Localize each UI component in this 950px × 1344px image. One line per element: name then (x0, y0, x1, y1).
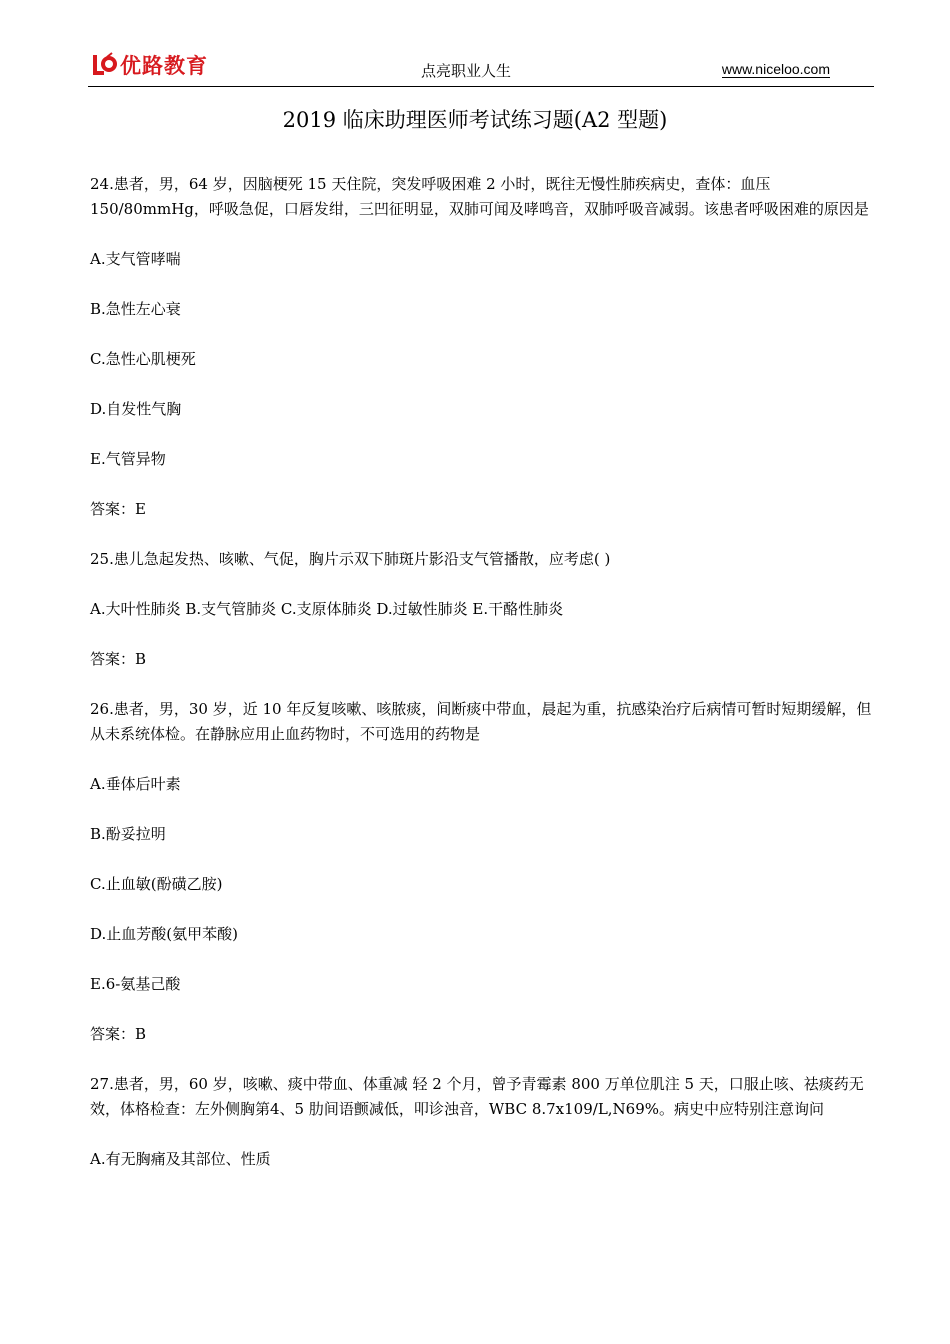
question-option: E.6-氨基己酸 (90, 975, 181, 993)
logo-text: 优路教育 (120, 54, 208, 78)
question-option: A.大叶性肺炎 B.支气管肺炎 C.支原体肺炎 D.过敏性肺炎 E.干酪性肺炎 (90, 600, 564, 618)
header-slogan: 点亮职业人生 (421, 62, 512, 80)
question-option: B.急性左心衰 (90, 300, 181, 318)
question-answer: 答案：B (90, 650, 147, 668)
question-answer: 答案：B (90, 1025, 147, 1043)
page-header (88, 44, 874, 88)
header-site-link[interactable]: www.niceloo.com (721, 61, 830, 77)
logo-mark-icon (90, 51, 118, 79)
question-option: A.支气管哮喘 (90, 250, 181, 268)
question-option: E.气管异物 (90, 450, 166, 468)
question-option: A.垂体后叶素 (90, 775, 181, 793)
question-stem: 26.患者，男，30 岁，近 10 年反复咳嗽、咳脓痰，间断痰中带血，晨起为重，抗感染治疗后病情可暂时短期缓解，但从未系统体检。在静脉应用止血药物时，不可选用的药物是 (90, 700, 872, 743)
question-stem: 27.患者，男，60 岁，咳嗽、痰中带血、体重减 轻 2 个月，曾予青霉素 800 万单位肌注 5 天，口服止咳、祛痰药无效，体格检查：左外侧胸第4、5 肋间语颤减低，叩诊浊音，WBC 8.7x109/L,N69%。病史中应特别注意询问 (90, 1075, 864, 1118)
question-answer: 答案：E (90, 500, 146, 518)
logo (90, 50, 208, 80)
question-option: B.酚妥拉明 (90, 825, 166, 843)
question-option: A.有无胸痛及其部位、性质 (90, 1150, 271, 1168)
question-option: C.止血敏(酚磺乙胺) (90, 875, 223, 893)
question-list (90, 172, 880, 1172)
question-stem: 24.患者，男，64 岁，因脑梗死 15 天住院，突发呼吸困难 2 小时，既往无慢性肺疾病史，查体：血压 150/80mmHg，呼吸急促，口唇发绀，三凹征明显，双肺可闻及哮鸣音，双肺呼吸音减弱。该患者呼吸困难的原因是 (90, 175, 869, 218)
question-option: D.自发性气胸 (90, 400, 182, 418)
question-option: C.急性心肌梗死 (90, 350, 196, 368)
question-option: D.止血芳酸(氨甲苯酸) (90, 925, 238, 943)
header-divider (88, 86, 874, 87)
question-stem: 25.患儿急起发热、咳嗽、气促，胸片示双下肺斑片影沿支气管播散，应考虑( ) (90, 550, 611, 568)
page-title: 2019 临床助理医师考试练习题(A2 型题) (282, 108, 668, 132)
